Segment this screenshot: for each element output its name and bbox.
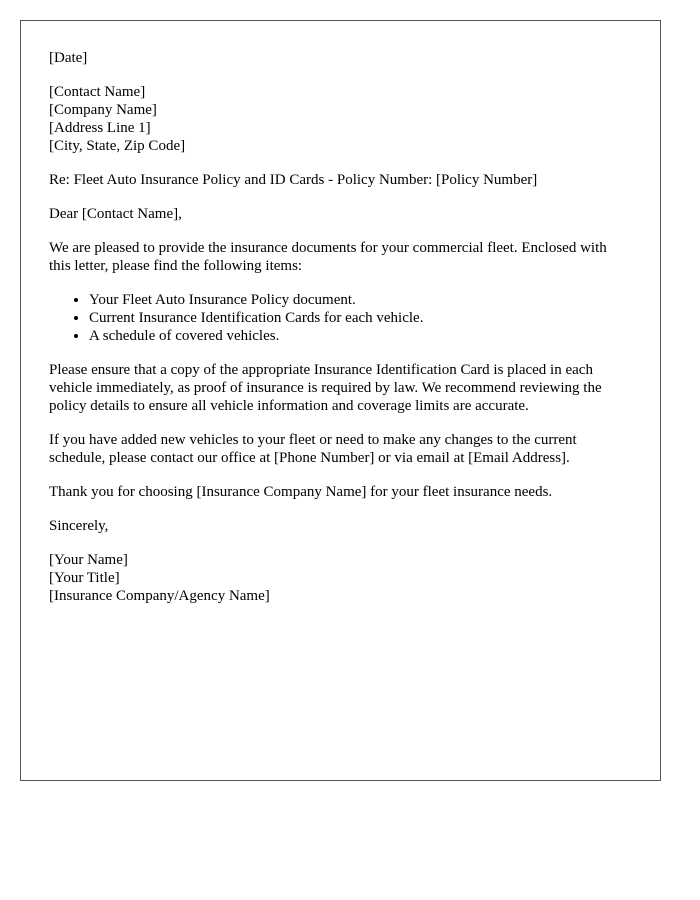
- list-item: • Your Fleet Auto Insurance Policy document.: [89, 291, 632, 309]
- signature-company: [Insurance Company/Agency Name]: [49, 588, 270, 604]
- list-item: • Current Insurance Identification Cards for each vehicle.: [89, 309, 632, 327]
- thank-you-paragraph: Thank you for choosing [Insurance Company Name] for your fleet insurance needs.: [49, 484, 553, 500]
- id-card-paragraph: Please ensure that a copy of the appropriate Insurance Identification Card is placed in each vehicle immediately, as proof of insurance is required by law. We recommend reviewing the policy details to ensure all vehicle information and coverage limits are accurate.: [49, 362, 602, 414]
- enclosed-items-list: [49, 291, 632, 345]
- signature-block: [49, 551, 632, 605]
- letter-page: [20, 20, 661, 781]
- recipient-company-name: [Company Name]: [49, 102, 157, 118]
- recipient-contact-name: [Contact Name]: [49, 84, 146, 100]
- recipient-address-line-1: [Address Line 1]: [49, 120, 151, 136]
- closing: Sincerely,: [49, 518, 109, 534]
- recipient-address: [49, 83, 632, 155]
- list-item: • A schedule of covered vehicles.: [89, 327, 632, 345]
- recipient-city-state-zip: [City, State, Zip Code]: [49, 138, 186, 154]
- signature-name: [Your Name]: [49, 552, 128, 568]
- intro-paragraph: We are pleased to provide the insurance documents for your commercial fleet. Enclosed with this letter, please find the following items:: [49, 240, 607, 274]
- contact-paragraph: If you have added new vehicles to your fleet or need to make any changes to the current schedule, please contact our office at [Phone Number] or via email at [Email Address].: [49, 432, 577, 466]
- signature-title: [Your Title]: [49, 570, 120, 586]
- salutation: Dear [Contact Name],: [49, 206, 182, 222]
- letter-date: [Date]: [49, 50, 88, 66]
- subject-line: Re: Fleet Auto Insurance Policy and ID Cards - Policy Number: [Policy Number]: [49, 172, 538, 188]
